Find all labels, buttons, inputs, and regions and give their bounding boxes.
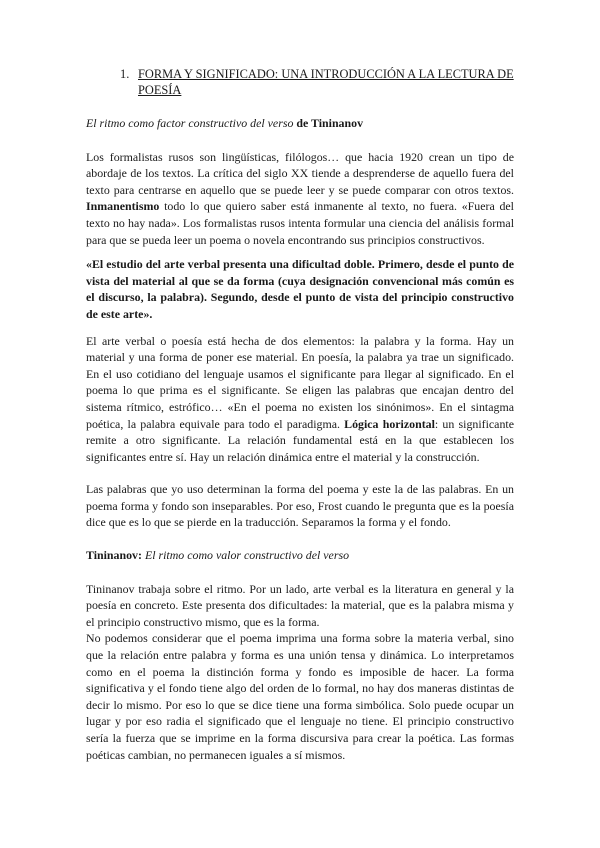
paragraph-arte-verbal: El arte verbal o poesía está hecha de dos elementos: la palabra y la forma. Hay un material y una forma de poner ese material. En poesía, la palabra ya trae un significado. En el uso cotidiano del lenguaje usamos el significante para llegar al significado. En el poema lo que prima es el significante. Se eligen las palabras que encajan dentro del sistema rítmico, estrófico… «En el poema no existen los sinónimos». En el sintagma poética, la palabra equivale para todo el paradigma. Lógica horizontal: un significante remite a otro significante. La relación fundamental está en la que establecen los significantes entre sí. Hay un relación dinámica entre el material y la construcción. (86, 333, 514, 464)
subheading-ritmo-factor (86, 115, 514, 132)
subheading-ritmo-valor (86, 547, 514, 564)
quote-block: «El estudio del arte verbal presenta una dificultad doble. Primero, desde el punto de vista del material al que se da forma (cuya designación convencional más común es el discurso, la palabra). Segundo, desde el punto de vista del principio constructivo de este arte». (86, 257, 514, 321)
subheading-bold: de Tininanov (293, 116, 364, 130)
paragraph-formalistas: Los formalistas rusos son lingüísticas, filólogos… que hacia 1920 crean un tipo de abordaje de los textos. La crítica del siglo XX tiende a desprenderse de aquello fuera del texto para centrarse en aquello que se puede leer y se puede comparar con otros textos. Inmanentismo todo lo que quiero saber está inmanente al texto, no fuera. «Fuera del texto no hay nada». Los formalistas rusos intenta formular una ciencia del análisis formal para que se pueda leer un poema o novela encontrando sus principios constructivos. (86, 149, 514, 247)
paragraph-tininanov-ritmo: Tininanov trabaja sobre el ritmo. Por un lado, arte verbal es la literatura en general y la poesía en concreto. Este presenta dos dificultades: la material, que es la palabra misma y el principio constructivo mismo, que es la forma. (86, 581, 514, 629)
subheading-bold: Tininanov: (86, 548, 145, 563)
subheading-italic: El ritmo como valor constructivo del verso (144, 548, 350, 563)
term-inmanentismo: Inmanentismo (86, 199, 160, 214)
heading-number: 1. (120, 67, 130, 81)
section-heading (120, 66, 514, 98)
subheading-italic: El ritmo como factor constructivo del verso (86, 116, 294, 130)
term-logica-horizontal: Lógica horizontal (344, 416, 435, 431)
paragraph-forma-materia: No podemos considerar que el poema imprima una forma sobre la materia verbal, sino que la relación entre palabra y forma es una unión tensa y dinámica. Lo interpretamos como en el poema la distinción forma y fondo es imposible de hacer. La forma significativa y el fondo tiene algo del orden de lo formal, no hay dos maneras distintas de decir lo mismo. Por eso lo que se dice tiene una forma simbólica. Solo puede ocupar un lugar y por eso radia el significado que el lenguaje no tiene. El principio constructivo sería la fuerza que se imprime en la forma discursiva para crear la poética. Las formas poéticas cambian, no permanecen iguales a sí mismos. (86, 631, 514, 762)
paragraph-forma-fondo: Las palabras que yo uso determinan la forma del poema y este la de las palabras. En un poema forma y fondo son inseparables. Por eso, Frost cuando le pregunta que es la poesía dice que es lo que se pierde en la traducción. Separamos la forma y el fondo. (86, 482, 514, 530)
heading-title: FORMA Y SIGNIFICADO: UNA INTRODUCCIÓN A LA LECTURA DE POESÍA (138, 67, 514, 97)
